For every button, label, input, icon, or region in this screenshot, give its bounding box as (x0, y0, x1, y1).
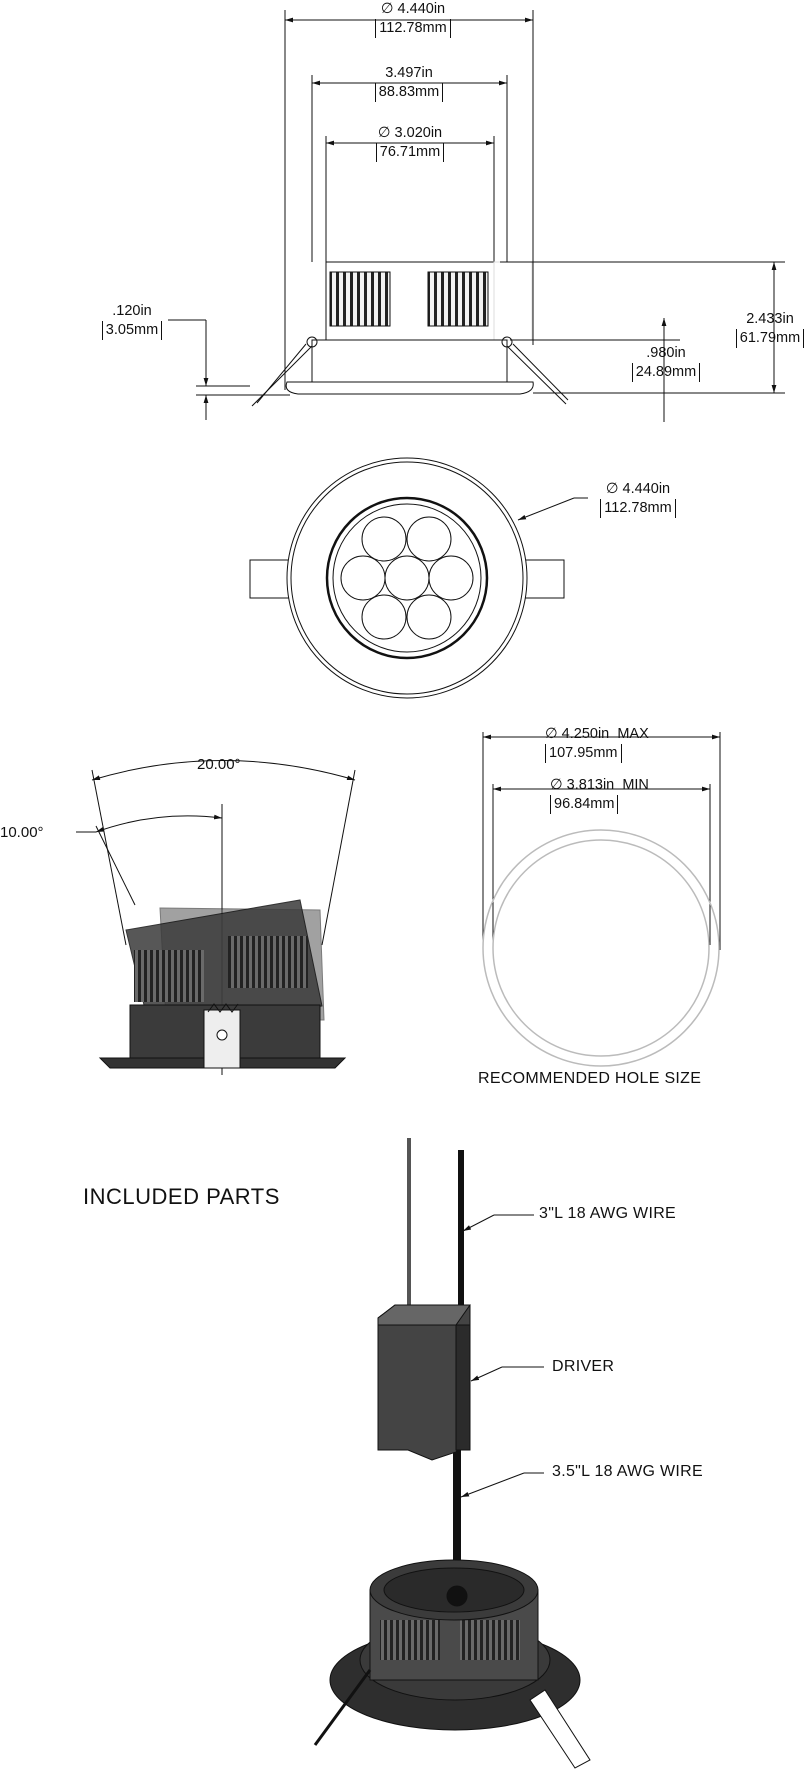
tilt-half-angle: 10.00° (0, 824, 44, 841)
wire-bottom-label: 3.5"L 18 AWG WIRE (552, 1463, 703, 1480)
trim-height-dim: .980in 24.89mm (626, 344, 706, 382)
tilt-adjustment-view (76, 761, 355, 1076)
flange-thickness-dim: .120in 3.05mm (92, 302, 172, 340)
overall-height-dim: 2.433in 61.79mm (730, 310, 810, 348)
front-diameter-dim: ∅ 4.440in 112.78mm (592, 480, 684, 518)
front-face-view (250, 458, 588, 698)
included-parts-exploded-view (315, 1138, 590, 1768)
hole-size-caption: RECOMMENDED HOLE SIZE (478, 1070, 702, 1087)
driver-label: DRIVER (552, 1358, 615, 1375)
hole-min-dim: ∅ 3.813in MIN 96.84mm (550, 777, 649, 812)
hole-max-dim: ∅ 4.250in MAX 107.95mm (545, 726, 649, 761)
lens-diameter-dim: ∅ 3.020in 76.71mm (370, 124, 450, 162)
overall-diameter-dim: ∅ 4.440in 112.78mm (368, 0, 458, 38)
included-parts-heading: INCLUDED PARTS (83, 1184, 280, 1209)
tilt-total-angle: 20.00° (197, 756, 241, 773)
wire-top-label: 3"L 18 AWG WIRE (539, 1205, 677, 1222)
body-width-dim: 3.497in 88.83mm (371, 64, 447, 102)
